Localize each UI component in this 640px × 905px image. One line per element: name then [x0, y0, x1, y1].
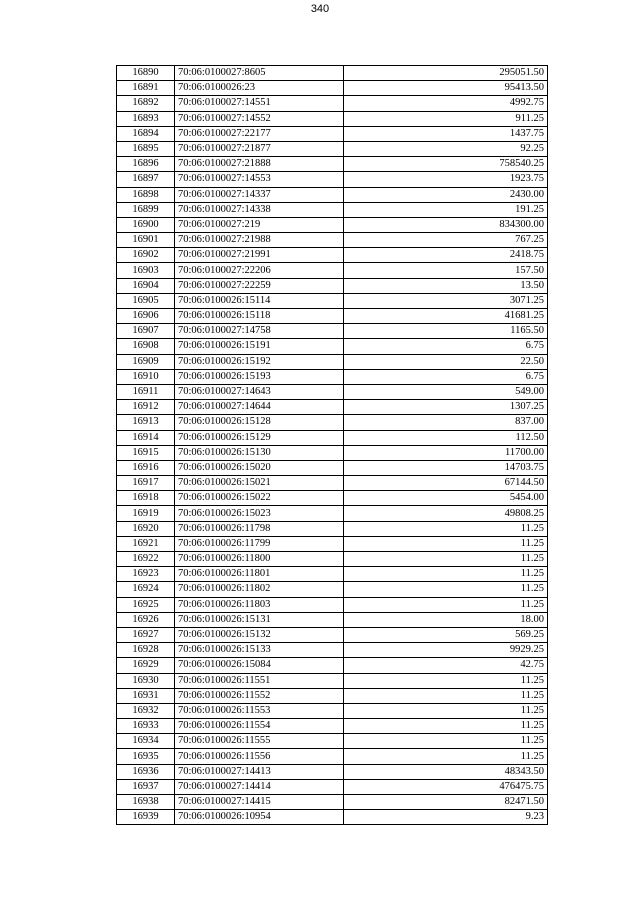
value-cell: 42.75: [344, 658, 548, 673]
value-cell: 758540.25: [344, 157, 548, 172]
table-row: [117, 491, 548, 506]
row-number-cell: 16899: [117, 202, 175, 217]
cadastral-number-cell: 70:06:0100026:15020: [175, 460, 344, 475]
cadastral-number-cell: 70:06:0100026:11799: [175, 536, 344, 551]
cadastral-number-cell: 70:06:0100026:15191: [175, 339, 344, 354]
value-cell: 834300.00: [344, 217, 548, 232]
row-number-cell: 16924: [117, 582, 175, 597]
value-cell: 2418.75: [344, 248, 548, 263]
value-cell: 11.25: [344, 582, 548, 597]
value-cell: 22.50: [344, 354, 548, 369]
row-number-cell: 16894: [117, 126, 175, 141]
value-cell: 82471.50: [344, 795, 548, 810]
table-row: [117, 764, 548, 779]
row-number-cell: 16912: [117, 400, 175, 415]
value-cell: 157.50: [344, 263, 548, 278]
row-number-cell: 16925: [117, 597, 175, 612]
row-number-cell: 16904: [117, 278, 175, 293]
cadastral-number-cell: 70:06:0100026:11555: [175, 734, 344, 749]
cadastral-number-cell: 70:06:0100027:14758: [175, 324, 344, 339]
table-row: [117, 202, 548, 217]
table-row: [117, 567, 548, 582]
row-number-cell: 16898: [117, 187, 175, 202]
value-cell: 6.75: [344, 339, 548, 354]
row-number-cell: 16932: [117, 703, 175, 718]
cadastral-number-cell: 70:06:0100026:10954: [175, 810, 344, 825]
table-row: [117, 217, 548, 232]
cadastral-number-cell: 70:06:0100026:11556: [175, 749, 344, 764]
table-row: [117, 734, 548, 749]
cadastral-number-cell: 70:06:0100026:15021: [175, 476, 344, 491]
value-cell: 11.25: [344, 688, 548, 703]
row-number-cell: 16933: [117, 719, 175, 734]
value-cell: 767.25: [344, 233, 548, 248]
table-row: [117, 248, 548, 263]
value-cell: 6.75: [344, 369, 548, 384]
value-cell: 9929.25: [344, 643, 548, 658]
value-cell: 67144.50: [344, 476, 548, 491]
row-number-cell: 16935: [117, 749, 175, 764]
value-cell: 11.25: [344, 719, 548, 734]
value-cell: 549.00: [344, 384, 548, 399]
cadastral-number-cell: 70:06:0100026:15022: [175, 491, 344, 506]
table-row: [117, 703, 548, 718]
cadastral-number-cell: 70:06:0100026:11551: [175, 673, 344, 688]
cadastral-number-cell: 70:06:0100026:15129: [175, 430, 344, 445]
value-cell: 1923.75: [344, 172, 548, 187]
row-number-cell: 16937: [117, 779, 175, 794]
row-number-cell: 16895: [117, 141, 175, 156]
cadastral-number-cell: 70:06:0100026:15023: [175, 506, 344, 521]
cadastral-number-cell: 70:06:0100026:15084: [175, 658, 344, 673]
table-row: [117, 111, 548, 126]
table-row: [117, 582, 548, 597]
value-cell: 13.50: [344, 278, 548, 293]
cadastral-number-cell: 70:06:0100026:11798: [175, 521, 344, 536]
table-row: [117, 536, 548, 551]
value-cell: 1437.75: [344, 126, 548, 141]
table-row: [117, 354, 548, 369]
table-row: [117, 126, 548, 141]
value-cell: 191.25: [344, 202, 548, 217]
value-cell: 14703.75: [344, 460, 548, 475]
table-row: [117, 309, 548, 324]
row-number-cell: 16907: [117, 324, 175, 339]
row-number-cell: 16930: [117, 673, 175, 688]
value-cell: 9.23: [344, 810, 548, 825]
value-cell: 911.25: [344, 111, 548, 126]
value-cell: 11.25: [344, 673, 548, 688]
row-number-cell: 16892: [117, 96, 175, 111]
cadastral-value-table: [116, 65, 548, 825]
cadastral-number-cell: 70:06:0100026:15130: [175, 445, 344, 460]
row-number-cell: 16909: [117, 354, 175, 369]
row-number-cell: 16902: [117, 248, 175, 263]
row-number-cell: 16929: [117, 658, 175, 673]
table-row: [117, 384, 548, 399]
row-number-cell: 16915: [117, 445, 175, 460]
cadastral-number-cell: 70:06:0100027:21991: [175, 248, 344, 263]
row-number-cell: 16900: [117, 217, 175, 232]
table-row: [117, 779, 548, 794]
value-cell: 11.25: [344, 734, 548, 749]
table-row: [117, 658, 548, 673]
value-cell: 3071.25: [344, 293, 548, 308]
table-row: [117, 612, 548, 627]
value-cell: 11.25: [344, 703, 548, 718]
row-number-cell: 16911: [117, 384, 175, 399]
table-row: [117, 795, 548, 810]
value-cell: 11.25: [344, 567, 548, 582]
value-cell: 92.25: [344, 141, 548, 156]
row-number-cell: 16905: [117, 293, 175, 308]
cadastral-number-cell: 70:06:0100026:11802: [175, 582, 344, 597]
value-cell: 11.25: [344, 749, 548, 764]
table-row: [117, 597, 548, 612]
table-row: [117, 627, 548, 642]
row-number-cell: 16918: [117, 491, 175, 506]
value-cell: 11.25: [344, 536, 548, 551]
cadastral-number-cell: 70:06:0100027:14552: [175, 111, 344, 126]
table-row: [117, 278, 548, 293]
table-row: [117, 506, 548, 521]
cadastral-number-cell: 70:06:0100027:14644: [175, 400, 344, 415]
table-row: [117, 460, 548, 475]
value-cell: 41681.25: [344, 309, 548, 324]
value-cell: 48343.50: [344, 764, 548, 779]
value-cell: 49808.25: [344, 506, 548, 521]
row-number-cell: 16913: [117, 415, 175, 430]
cadastral-number-cell: 70:06:0100027:14414: [175, 779, 344, 794]
cadastral-number-cell: 70:06:0100027:22206: [175, 263, 344, 278]
row-number-cell: 16891: [117, 81, 175, 96]
row-number-cell: 16923: [117, 567, 175, 582]
cadastral-number-cell: 70:06:0100027:8605: [175, 66, 344, 81]
table-row: [117, 445, 548, 460]
cadastral-number-cell: 70:06:0100026:15193: [175, 369, 344, 384]
cadastral-number-cell: 70:06:0100026:23: [175, 81, 344, 96]
table-row: [117, 400, 548, 415]
cadastral-number-cell: 70:06:0100027:14338: [175, 202, 344, 217]
table-row: [117, 339, 548, 354]
table-row: [117, 263, 548, 278]
row-number-cell: 16927: [117, 627, 175, 642]
cadastral-number-cell: 70:06:0100027:21877: [175, 141, 344, 156]
table-row: [117, 369, 548, 384]
table-row: [117, 749, 548, 764]
table-row: [117, 430, 548, 445]
cadastral-number-cell: 70:06:0100027:22259: [175, 278, 344, 293]
row-number-cell: 16903: [117, 263, 175, 278]
value-cell: 4992.75: [344, 96, 548, 111]
row-number-cell: 16914: [117, 430, 175, 445]
cadastral-number-cell: 70:06:0100026:15133: [175, 643, 344, 658]
table-row: [117, 324, 548, 339]
row-number-cell: 16931: [117, 688, 175, 703]
row-number-cell: 16908: [117, 339, 175, 354]
cadastral-number-cell: 70:06:0100027:21988: [175, 233, 344, 248]
cadastral-number-cell: 70:06:0100026:11553: [175, 703, 344, 718]
table-row: [117, 810, 548, 825]
value-cell: 112.50: [344, 430, 548, 445]
cadastral-number-cell: 70:06:0100027:21888: [175, 157, 344, 172]
table-row: [117, 172, 548, 187]
row-number-cell: 16896: [117, 157, 175, 172]
value-cell: 11.25: [344, 521, 548, 536]
value-cell: 5454.00: [344, 491, 548, 506]
row-number-cell: 16910: [117, 369, 175, 384]
value-cell: 95413.50: [344, 81, 548, 96]
table-row: [117, 719, 548, 734]
row-number-cell: 16928: [117, 643, 175, 658]
table-row: [117, 476, 548, 491]
row-number-cell: 16920: [117, 521, 175, 536]
cadastral-number-cell: 70:06:0100027:219: [175, 217, 344, 232]
row-number-cell: 16916: [117, 460, 175, 475]
table-row: [117, 66, 548, 81]
row-number-cell: 16893: [117, 111, 175, 126]
cadastral-number-cell: 70:06:0100027:14553: [175, 172, 344, 187]
row-number-cell: 16897: [117, 172, 175, 187]
row-number-cell: 16901: [117, 233, 175, 248]
table-row: [117, 233, 548, 248]
table-row: [117, 96, 548, 111]
value-cell: 18.00: [344, 612, 548, 627]
value-cell: 295051.50: [344, 66, 548, 81]
value-cell: 569.25: [344, 627, 548, 642]
row-number-cell: 16922: [117, 552, 175, 567]
table-row: [117, 688, 548, 703]
row-number-cell: 16938: [117, 795, 175, 810]
cadastral-number-cell: 70:06:0100027:14413: [175, 764, 344, 779]
cadastral-number-cell: 70:06:0100026:11554: [175, 719, 344, 734]
cadastral-number-cell: 70:06:0100026:15132: [175, 627, 344, 642]
value-cell: 11.25: [344, 552, 548, 567]
value-cell: 476475.75: [344, 779, 548, 794]
page-number: 340: [310, 3, 330, 15]
value-cell: 2430.00: [344, 187, 548, 202]
cadastral-number-cell: 70:06:0100027:14415: [175, 795, 344, 810]
table-row: [117, 521, 548, 536]
value-cell: 11.25: [344, 597, 548, 612]
cadastral-number-cell: 70:06:0100026:11803: [175, 597, 344, 612]
table-body: [117, 66, 548, 825]
table-row: [117, 81, 548, 96]
row-number-cell: 16939: [117, 810, 175, 825]
cadastral-number-cell: 70:06:0100026:15118: [175, 309, 344, 324]
cadastral-number-cell: 70:06:0100027:22177: [175, 126, 344, 141]
value-cell: 837.00: [344, 415, 548, 430]
cadastral-number-cell: 70:06:0100026:11552: [175, 688, 344, 703]
row-number-cell: 16917: [117, 476, 175, 491]
table-row: [117, 643, 548, 658]
cadastral-number-cell: 70:06:0100027:14643: [175, 384, 344, 399]
row-number-cell: 16906: [117, 309, 175, 324]
value-cell: 1307.25: [344, 400, 548, 415]
value-cell: 11700.00: [344, 445, 548, 460]
table-row: [117, 673, 548, 688]
cadastral-number-cell: 70:06:0100026:15114: [175, 293, 344, 308]
row-number-cell: 16926: [117, 612, 175, 627]
table-row: [117, 293, 548, 308]
cadastral-number-cell: 70:06:0100026:15192: [175, 354, 344, 369]
row-number-cell: 16936: [117, 764, 175, 779]
table-row: [117, 187, 548, 202]
table-row: [117, 157, 548, 172]
row-number-cell: 16890: [117, 66, 175, 81]
cadastral-number-cell: 70:06:0100026:15131: [175, 612, 344, 627]
cadastral-number-cell: 70:06:0100026:11800: [175, 552, 344, 567]
table-row: [117, 415, 548, 430]
cadastral-number-cell: 70:06:0100026:15128: [175, 415, 344, 430]
row-number-cell: 16934: [117, 734, 175, 749]
table-row: [117, 552, 548, 567]
cadastral-number-cell: 70:06:0100026:11801: [175, 567, 344, 582]
table-row: [117, 141, 548, 156]
row-number-cell: 16921: [117, 536, 175, 551]
row-number-cell: 16919: [117, 506, 175, 521]
cadastral-number-cell: 70:06:0100027:14551: [175, 96, 344, 111]
value-cell: 1165.50: [344, 324, 548, 339]
cadastral-number-cell: 70:06:0100027:14337: [175, 187, 344, 202]
